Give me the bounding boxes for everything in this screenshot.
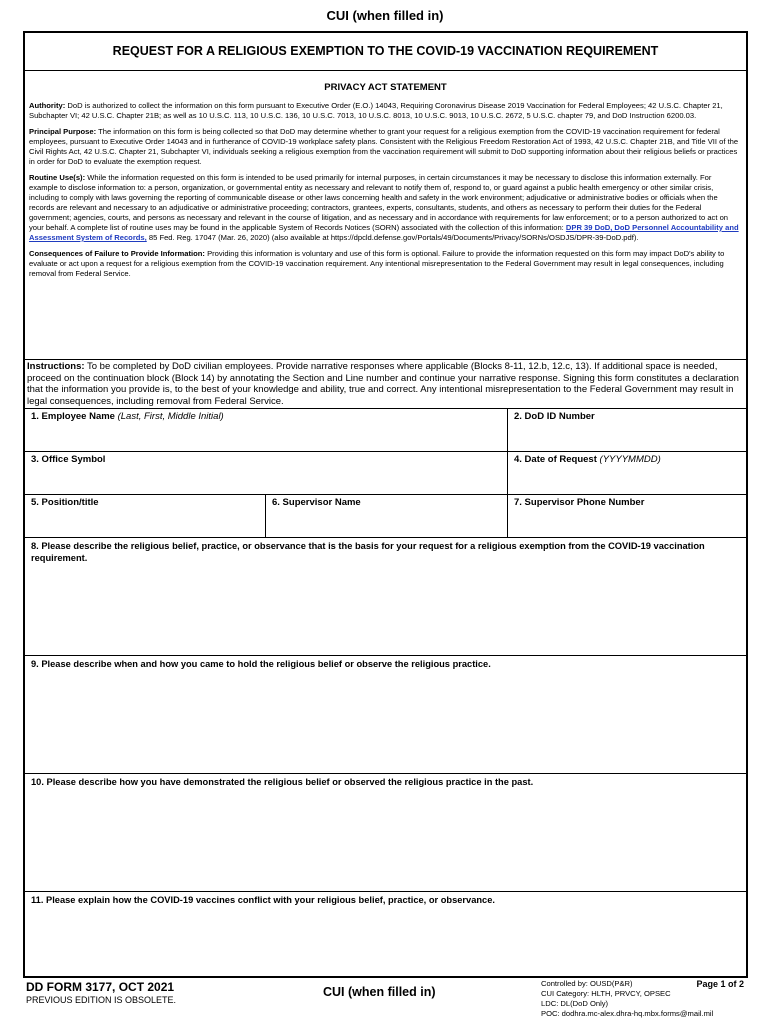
cui-footer: CUI (when filled in) [323, 985, 436, 999]
authority-paragraph [29, 101, 742, 121]
sorn-link[interactable]: DPR 39 DoD, DoD Personnel Accountability and Assessment System of Records, [29, 223, 739, 242]
position-title-label: 5. Position/title [31, 497, 99, 508]
row-position-supervisor [25, 495, 746, 538]
supervisor-phone-field[interactable] [508, 495, 746, 537]
supervisor-phone-label: 7. Supervisor Phone Number [514, 497, 645, 508]
consequences-label: Consequences of Failure to Provide Information: [29, 249, 205, 258]
dod-id-label: 2. DoD ID Number [514, 411, 595, 422]
date-of-request-field[interactable] [508, 452, 746, 494]
employee-name-hint: (Last, First, Middle Initial) [117, 411, 224, 422]
supervisor-name-label: 6. Supervisor Name [272, 497, 361, 508]
authority-text: DoD is authorized to collect the information on this form pursuant to Executive Order (E.O.) 14043, Requiring Coronavirus Disease 2019 Vaccination for Federal Employees; 42 U.S.C. Chapter 21, Subchapter VI; 42 U.S.C. Chapter 21B; as well as 10 U.S.C. 113, 10 U.S.C. 136, 10 U.S.C. 7013, 10 U.S.C. 8013, 10 U.S.C. 9013, 10 U.S.C. 2672, 5 U.S.C. chapter 79, and DoD Instruction 6200.03. [29, 101, 723, 120]
purpose-paragraph [29, 127, 742, 167]
form-id: DD FORM 3177, OCT 2021 [26, 980, 175, 994]
cui-category: CUI Category: HLTH, PRVCY, OPSEC [541, 989, 671, 998]
question-11-label: 11. Please explain how the COVID-19 vaccines conflict with your religious belief, practice, or observance. [31, 895, 495, 905]
consequences-paragraph [29, 249, 742, 279]
page-number: Page 1 of 2 [696, 979, 744, 989]
purpose-text: The information on this form is being collected so that DoD may determine whether to grant your request for a religious exemption from the COVID-19 vaccination requirement for federal employees, pursuant to Executive Order 14043 and in furtherance of COVID-19 workplace safety plans. Consistent with the Religious Freedom Restoration Act of 1993, 42 U.S.C. Chapter 21B, and Title VII of the Civil Rights Act, 42 U.S.C. Chapter 21, Subchapter VI, individuals seeking a religious exemption from the vaccination requirement will submit to DoD supporting information about their religious beliefs or practices in order for DoD to evaluate the exemption request. [29, 127, 739, 166]
routine-uses-paragraph [29, 173, 742, 243]
instructions-label: Instructions: [27, 361, 85, 372]
ldc: LDC: DL(DoD Only) [541, 999, 609, 1008]
cui-header: CUI (when filled in) [326, 8, 444, 23]
controlled-by: Controlled by: OUSD(P&R) [541, 979, 633, 988]
form-footer [23, 978, 748, 1024]
date-of-request-label: 4. Date of Request [514, 454, 597, 465]
instructions-text: To be completed by DoD civilian employees. Provide narrative responses where applicable (Blocks 8-11, 12.b, 12.c, 13). If additional space is needed, proceed on the continuation block (Block 14) by annotating the Section and Line number and continue your narrative response. Signing this form constitutes a declaration that the information you provide is, to the best of your knowledge and ability, true and correct. Any intentional misrepresentation to the Federal Government may result in legal consequences, including removal from Federal Service. [27, 361, 739, 407]
question-10-field[interactable] [25, 774, 746, 892]
purpose-label: Principal Purpose: [29, 127, 97, 136]
office-symbol-field[interactable] [25, 452, 508, 494]
routine-text: While the information requested on this form is intended to be used primarily for internal purposes, in certain circumstances it may be necessary to disclose this information externally. For example to disclose information to: a person, organization, or governmental entity as necessary and relevant to notify them of, respond to, or guard against a public health emergency or other similar crisis, including to comply with laws governing the reporting of communicable disease or other laws concerning health and safety in the work environment; adjudicative or administrative bodies or officials when the records are relevant and necessary to an adjudicative or administrative proceeding; contractors, grantees, experts, consultants, students, and others as necessary to perform their duties for the Federal government; agencies, courts, and persons as necessary and relevant in the course of litigation, and as necessary and in accordance with requirements for law enforcement; or to a person authorized to act on your behalf. A complete list of routine uses may be found in the applicable System of Records Notices (SORN) associated with the collection of this information: [29, 173, 729, 232]
question-9-label: 9. Please describe when and how you came to hold the religious belief or observe the religious practice. [31, 659, 491, 669]
row-office-date [25, 452, 746, 495]
routine-tail: 85 Fed. Reg. 17047 (Mar. 26, 2020) (also available at https://dpcld.defense.gov/Portals/49/Documents/Privacy/SORNs/OSDJS/DPR-39-DoD.pdf). [148, 233, 639, 242]
question-10-label: 10. Please describe how you have demonstrated the religious belief or observed the religious practice in the past. [31, 777, 534, 787]
previous-edition-note: PREVIOUS EDITION IS OBSOLETE. [26, 995, 177, 1005]
privacy-heading: PRIVACY ACT STATEMENT [324, 82, 447, 93]
position-title-field[interactable] [25, 495, 266, 537]
dod-id-field[interactable] [508, 409, 746, 451]
row-name-id [25, 409, 746, 452]
routine-label: Routine Use(s): [29, 173, 86, 182]
question-9-field[interactable] [25, 656, 746, 774]
office-symbol-label: 3. Office Symbol [31, 454, 106, 465]
form-frame [23, 31, 748, 978]
instructions [25, 360, 746, 409]
date-of-request-hint: (YYYYMMDD) [599, 454, 661, 465]
consequences-text: Providing this information is voluntary and use of this form is optional. Failure to provide the information requested on this form may impact DoD's ability to evaluate or act upon a request for a religious exemption from the COVID-19 vaccination requirement. Any intentional misrepresentation to the Federal Government may result in legal consequences, including removal from Federal Service. [29, 249, 725, 278]
form-title: REQUEST FOR A RELIGIOUS EXEMPTION TO THE COVID-19 VACCINATION REQUIREMENT [25, 33, 746, 71]
question-8-label: 8. Please describe the religious belief, practice, or observance that is the basis for your request for a religious exemption from the COVID-19 vaccination requirement. [31, 541, 705, 563]
authority-label: Authority: [29, 101, 66, 110]
control-info [541, 979, 713, 1019]
poc: POC: dodhra.mc-alex.dhra-hq.mbx.forms@mail.mil [541, 1009, 714, 1018]
privacy-act-statement [25, 71, 746, 360]
employee-name-label: 1. Employee Name [31, 411, 115, 422]
supervisor-name-field[interactable] [266, 495, 508, 537]
question-8-field[interactable] [25, 538, 746, 656]
employee-name-field[interactable] [25, 409, 508, 451]
